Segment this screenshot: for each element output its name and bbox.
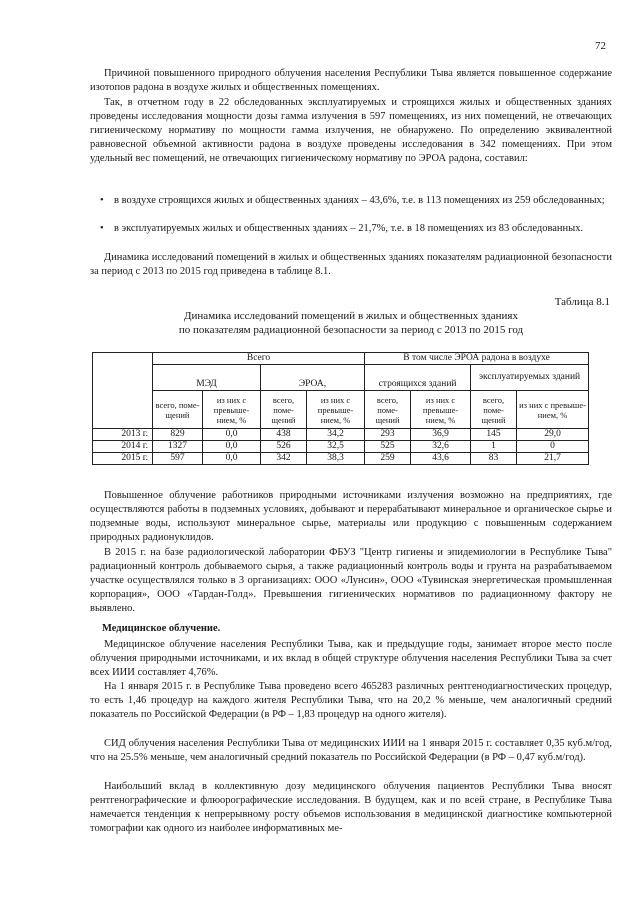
header-med: МЭД: [153, 365, 261, 391]
value-cell: 526: [261, 441, 307, 453]
value-cell: 0,0: [203, 429, 261, 441]
subheader-exceed: из них с превыше-нием, %: [517, 391, 589, 429]
subheader-all: всего, поме-щений: [365, 391, 411, 429]
value-cell: 43,6: [411, 453, 471, 465]
value-cell: 829: [153, 429, 203, 441]
value-cell: 83: [471, 453, 517, 465]
table-title-line1: Динамика исследований помещений в жилых и общественных зданиях: [184, 310, 518, 322]
subheader-all: всего, поме-щений: [471, 391, 517, 429]
bullet-item-operated: [90, 222, 612, 236]
value-cell: 38,3: [307, 453, 365, 465]
value-cell: 32,6: [411, 441, 471, 453]
paragraph-survey: Так, в отчетном году в 22 обследованных эксплуатируемых и строящихся жилых и общественных зданиях проведены исследования мощности дозы гамма излучения в 597 помещениях, из них помещений, не отвечающих гигиеническому нормативу по мощности гамма излучения, не обнаружено. По определению эквивалентной равновесной объемной активности радона в воздухе проведены исследования в 342 помещениях. При этом удельный вес помещений, не отвечающих гигиеническому нормативу по ЭРОА радона, составил:: [90, 97, 612, 164]
page-number: 72: [595, 40, 606, 52]
header-total: Всего: [153, 353, 365, 365]
subheader-exceed: из них с превыше-нием, %: [411, 391, 471, 429]
table-title-line2: по показателям радиационной безопасности за период с 2013 по 2015 год: [178, 324, 524, 336]
subheader-exceed: из них с превыше-нием, %: [203, 391, 261, 429]
paragraph-procedures: На 1 января 2015 г. в Республике Тыва проведено всего 465283 различных рентгенодиагностических процедур, то есть 1,46 процедур на каждого жителя Республики Тыва, что на 20,2 % меньше, чем аналогичный средний показатель по Российской Федерации (в РФ – 1,83 процедур на одного жителя).: [90, 681, 612, 720]
bullet-text: в эксплуатируемых жилых и общественных зданиях – 21,7%, т.е. в 18 помещениях из 83 обследованных.: [114, 223, 584, 234]
table-label: Таблица 8.1: [554, 296, 610, 308]
value-cell: 259: [365, 453, 411, 465]
radiation-table: [92, 352, 589, 465]
subheader-all: всего, поме-щений: [261, 391, 307, 429]
subheader-all: всего, поме-щений: [153, 391, 203, 429]
header-building: строящихся зданий: [365, 365, 471, 391]
value-cell: 525: [365, 441, 411, 453]
bullet-icon: •: [100, 195, 104, 206]
bullet-item-building: [90, 194, 612, 208]
value-cell: 0: [517, 441, 589, 453]
value-cell: 21,7: [517, 453, 589, 465]
value-cell: 0,0: [203, 441, 261, 453]
table-row: [93, 429, 589, 441]
value-cell: 438: [261, 429, 307, 441]
corner-cell: [93, 353, 153, 429]
value-cell: 29,0: [517, 429, 589, 441]
value-cell: 342: [261, 453, 307, 465]
bullet-text: в воздухе строящихся жилых и общественных зданиях – 43,6%, т.е. в 113 помещениях из 259 обследованных;: [114, 195, 605, 206]
year-cell: 2015 г.: [93, 453, 153, 465]
value-cell: 293: [365, 429, 411, 441]
value-cell: 32,5: [307, 441, 365, 453]
paragraph-dynamics: Динамика исследований помещений в жилых и общественных зданиях показателям радиационной безопасности за период с 2013 по 2015 год приведена в таблице 8.1.: [90, 252, 612, 277]
value-cell: 597: [153, 453, 203, 465]
year-cell: 2014 г.: [93, 441, 153, 453]
paragraph-medical: Медицинское облучение населения Республики Тыва, как и предыдущие годы, занимает второе место после облучения природными источниками, и их вклад в общей структуре облучения населения Республики Тыва за счет всех ИИИ составляет 4,76%.: [90, 639, 612, 678]
value-cell: 1: [471, 441, 517, 453]
table-row: [93, 441, 589, 453]
paragraph-dose: СИД облучения населения Республики Тыва от медицинских ИИИ на 1 января 2015 г. составляет 0,35 куб.м/год, что на 25.5% меньше, чем аналогичный средний показатель по Российской Федерации (в РФ – 0,47 куб.м/год).: [90, 738, 612, 763]
table-row: [93, 453, 589, 465]
paragraph-workers: Повышенное облучение работников природными источниками излучения возможно на предприятиях, где осуществляются работы в подземных условиях, добывают и перерабатывают минеральное и органическое сырье и подземные воды, используют минеральное сырье, материалы или продукцию с повышенным содержанием природных радионуклидов.: [90, 490, 612, 543]
year-cell: 2013 г.: [93, 429, 153, 441]
paragraph-lab: В 2015 г. на базе радиологической лаборатории ФБУЗ "Центр гигиены и эпидемиологии в Республике Тыва" радиационный контроль добываемого сырья, а также радиационный контроль воды и грунта на разрабатываемом участке осуществлялся только в 3 организациях: ООО «Лунсин», ООО «Тувинская энергетическая промышленная корпорация», ООО «Тардан-Голд». Превышения гигиенических нормативов по радиационному фактору не выявлено.: [90, 547, 612, 614]
bullet-icon: •: [100, 223, 104, 234]
value-cell: 145: [471, 429, 517, 441]
paragraph-contribution: Наибольший вклад в коллективную дозу медицинского облучения пациентов Республики Тыва вносят рентгенографические и флюорографические исследования. В будущем, как и по всей стране, в Республике Тыва намечается тенденция к непрерывному росту объемов использования в медицинской диагностике компьютерной томографии как одного из наиболее информативных ме-: [90, 781, 612, 834]
header-operated: эксплуатируемых зданий: [471, 365, 589, 391]
value-cell: 1327: [153, 441, 203, 453]
subheader-exceed: из них с превыше-нием, %: [307, 391, 365, 429]
paragraph-radon-cause: Причиной повышенного природного облучения населения Республики Тыва является повышенное содержание изотопов радона в воздухе жилых и общественных помещениях.: [90, 68, 612, 93]
header-radon: В том числе ЭРОА радона в воздухе: [365, 353, 589, 365]
value-cell: 34,2: [307, 429, 365, 441]
header-eroa: ЭРОА,: [261, 365, 365, 391]
value-cell: 0,0: [203, 453, 261, 465]
table-title: [90, 309, 612, 337]
section-heading-medical: Медицинское облучение.: [102, 623, 221, 634]
value-cell: 36,9: [411, 429, 471, 441]
